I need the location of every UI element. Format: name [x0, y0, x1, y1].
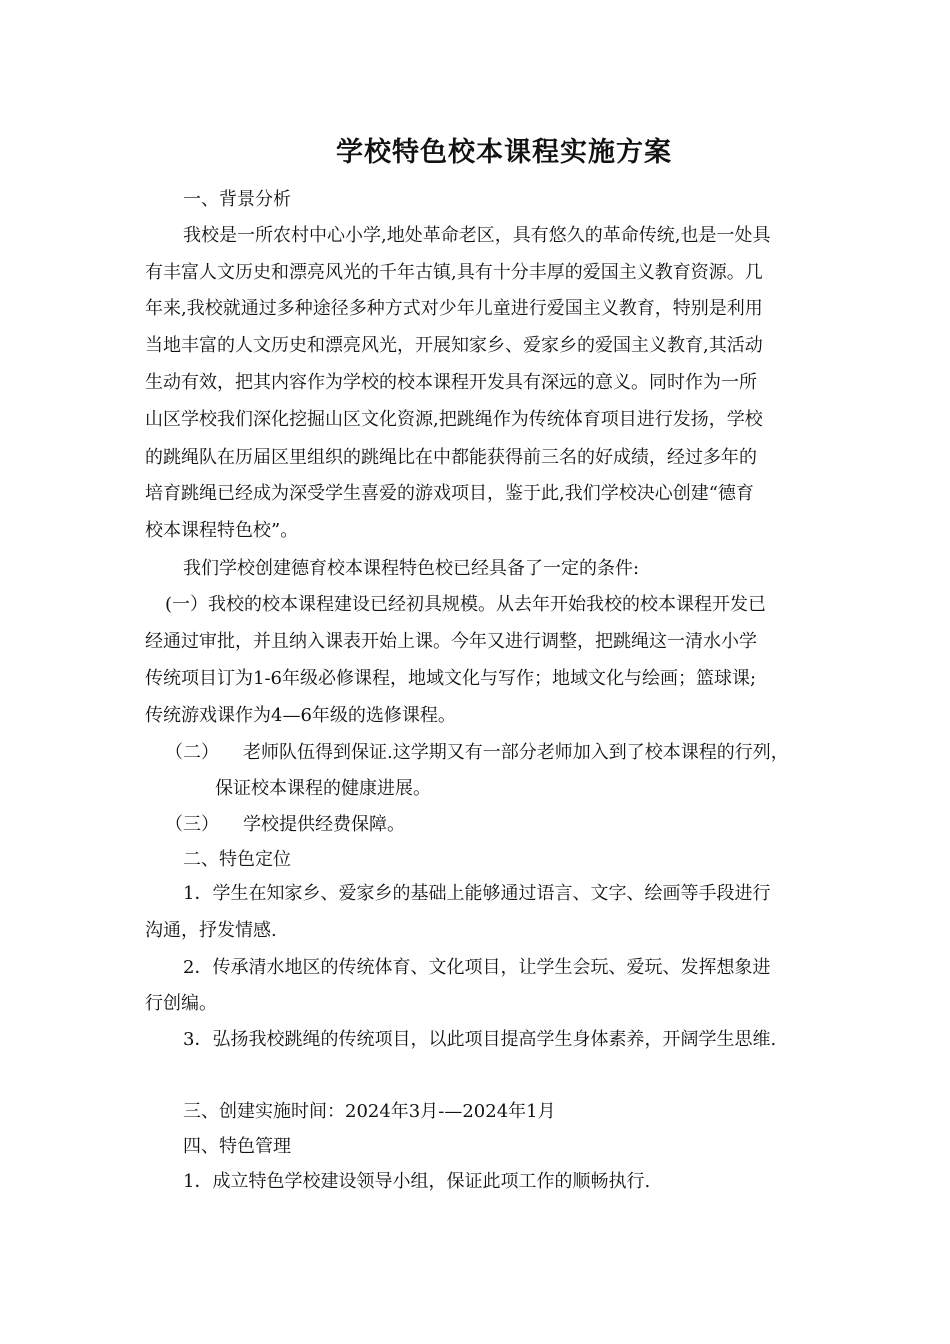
list-item-3: 3．弘扬我校跳绳的传统项目，以此项目提高学生身体素养，开阔学生思维. — [183, 1029, 777, 1050]
list-item-label: （三） — [165, 814, 219, 835]
paragraph-line: 山区学校我们深化挖掘山区文化资源,把跳绳作为传统体育项目进行发扬，学校 — [145, 409, 763, 430]
paragraph-line: 经通过审批，并且纳入课表开始上课。今年又进行调整，把跳绳这一清水小学 — [145, 631, 757, 652]
list-item-2: 老师队伍得到保证.这学期又有一部分老师加入到了校本课程的行列， — [243, 742, 789, 763]
list-item-label: （二） — [165, 742, 219, 763]
paragraph-line: 我校是一所农村中心小学,地处革命老区，具有悠久的革命传统,也是一处具 — [183, 225, 771, 246]
section-heading-positioning: 二、特色定位 — [183, 849, 291, 870]
list-item-1: 1．学生在知家乡、爱家乡的基础上能够通过语言、文字、绘画等手段进行 — [183, 883, 771, 904]
paragraph-line: 生动有效，把其内容作为学校的校本课程开发具有深远的意义。同时作为一所 — [145, 372, 757, 393]
list-item-1: 1．成立特色学校建设领导小组，保证此项工作的顺畅执行. — [183, 1171, 651, 1192]
list-item-1: (一）我校的校本课程建设已经初具规模。从去年开始我校的校本课程开发已 — [165, 594, 767, 615]
paragraph-line: 当地丰富的人文历史和漂亮风光，开展知家乡、爱家乡的爱国主义教育,其活动 — [145, 335, 763, 356]
paragraph-line: 行创编。 — [145, 993, 217, 1014]
section-heading-schedule: 三、创建实施时间：2024年3月-—2024年1月 — [183, 1101, 556, 1122]
paragraph-line: 培育跳绳已经成为深受学生喜爱的游戏项目，鉴于此,我们学校决心创建“德育 — [145, 483, 754, 504]
document-title: 学校特色校本课程实施方案 — [336, 137, 672, 168]
list-item-2: 2．传承清水地区的传统体育、文化项目，让学生会玩、爱玩、发挥想象进 — [183, 957, 771, 978]
paragraph-line: 的跳绳队在历届区里组织的跳绳比在中都能获得前三名的好成绩，经过多年的 — [145, 447, 757, 468]
list-item-3: 学校提供经费保障。 — [243, 814, 405, 835]
paragraph-line: 传统游戏课作为4—6年级的选修课程。 — [145, 705, 456, 726]
paragraph-line: 沟通，抒发情感. — [145, 920, 277, 941]
paragraph-line: 传统项目订为1-6年级必修课程，地域文化与写作；地域文化与绘画；篮球课; — [145, 668, 757, 689]
section-heading-management: 四、特色管理 — [183, 1136, 291, 1157]
paragraph-line: 保证校本课程的健康进展。 — [215, 778, 431, 799]
paragraph-line: 我们学校创建德育校本课程特色校已经具备了一定的条件: — [183, 558, 640, 579]
section-heading-background: 一、背景分析 — [183, 189, 291, 210]
paragraph-line: 校本课程特色校”。 — [145, 520, 299, 541]
paragraph-line: 有丰富人文历史和漂亮风光的千年古镇,具有十分丰厚的爱国主义教育资源。几 — [145, 262, 763, 283]
paragraph-line: 年来,我校就通过多种途径多种方式对少年儿童进行爱国主义教育，特别是利用 — [145, 298, 763, 319]
